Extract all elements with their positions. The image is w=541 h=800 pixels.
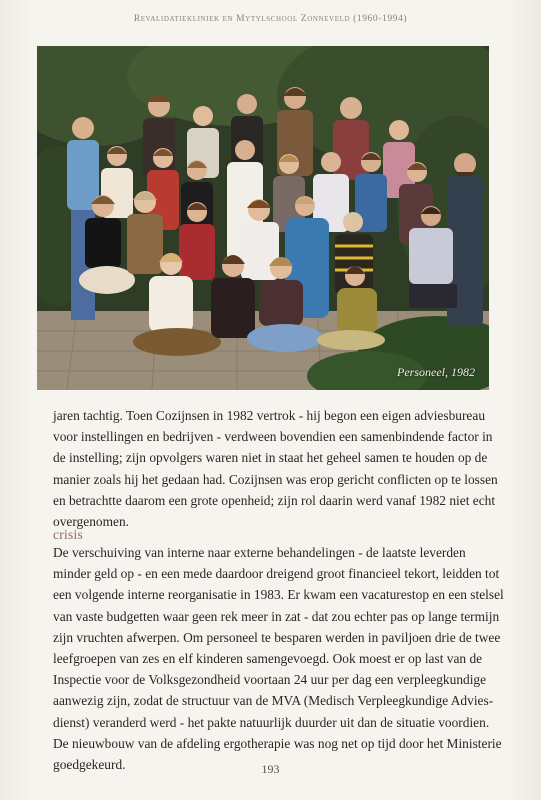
text-line: voor instellingen en bedrijven - verdween bovendien een samenbindende factor in (53, 429, 493, 445)
text-line: Inspectie voor de Volksgezondheid voortaan 24 uur per dag een verpleegkundige (53, 672, 487, 688)
staff-group-photo (37, 46, 489, 390)
text-line: goedgekeurd. (53, 757, 126, 773)
text-line: een volgende interne reorganisatie in 1983. Er kwam een vacaturestop en een stelsel (53, 587, 504, 603)
text-line: dienst) veranderd werd - het pakte natuurlijk duurder uit dan de situatie voordien. (53, 714, 490, 730)
photo-caption: Personeel, 1982 (397, 365, 475, 379)
text-line: en betrachtte daarom een grote openheid; zijn rol daarin werd vanaf 1982 niet echt (53, 492, 496, 508)
text-line: manier zoals hij het gedaan had. Cozijnsen was erop gericht conflicten op te lossen (53, 471, 498, 487)
text-line: jaren tachtig. Toen Cozijnsen in 1982 vertrok - hij begon een eigen adviesbureau (53, 408, 486, 423)
text-line: van vaste budgetten waar geen rek meer in zat - dat zou echter pas op lange termijn (53, 608, 500, 624)
text-line: zijn vruchten afwerpen. Om personeel te besparen werden in paviljoen drie de twee (53, 629, 501, 645)
page-number: 193 (261, 762, 280, 776)
text-line: overgenomen. (53, 514, 129, 530)
text-line: minder geld op - en een mede daardoor dreigend groot financieel tekort, leidden tot (53, 566, 500, 582)
text-line: De verschuiving van interne naar externe behandelingen - de laatste leverden (53, 545, 466, 560)
group-photo-illustration (37, 46, 489, 390)
text-line: leefgroepen van zes en elf kinderen samengevoegd. Ook moest er op last van de (53, 651, 483, 667)
paragraph-2 (53, 542, 504, 775)
text-line: aanwezig zijn, zodat de structuur van de MVA (Medisch Verpleegkundige Advies- (53, 693, 494, 709)
section-heading: crisis (53, 527, 84, 542)
text-line: de instelling; zijn opvolgers waren niet in staat het geheel samen te houden op de (53, 450, 488, 466)
paragraph-1 (53, 405, 498, 532)
text-line: De nieuwbouw van de afdeling ergotherapie was nog net op tijd door het Ministerie (53, 735, 502, 751)
running-head: Revalidatiekliniek en Mytylschool Zonneveld (1960-1994) (133, 14, 408, 24)
